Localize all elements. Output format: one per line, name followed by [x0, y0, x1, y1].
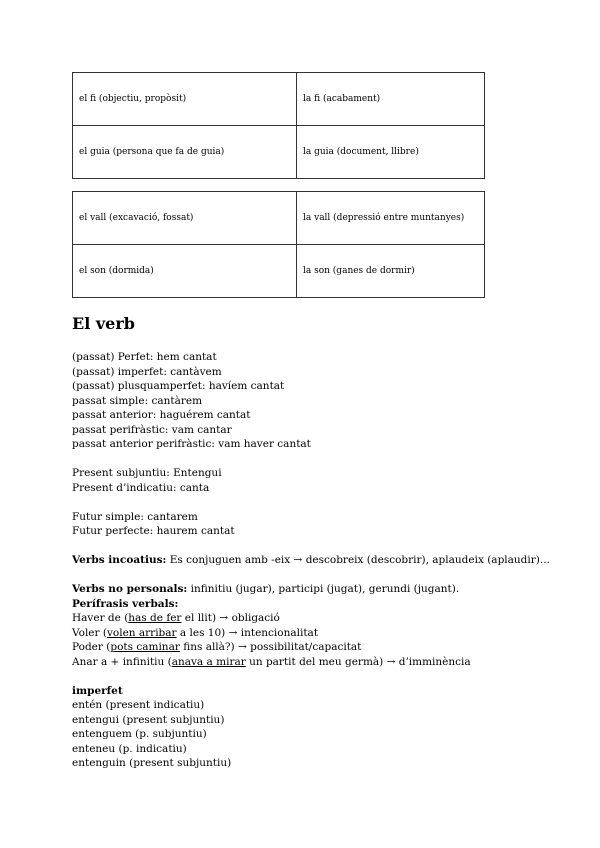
- table-row: [73, 126, 485, 179]
- spacer: [72, 539, 552, 554]
- present-line: Present subjuntiu: Entengui: [72, 467, 222, 479]
- tense-line: passat perifràstic: vam cantar: [72, 423, 232, 436]
- imperfet-title: imperfet: [72, 684, 123, 697]
- imperfet-item: entengui (present subjuntiu): [72, 713, 225, 726]
- incoatius-line: [72, 553, 552, 568]
- spacer: [72, 452, 552, 467]
- perifrasis-text: a les 10) → intencionalitat: [176, 626, 319, 639]
- present-line: Present d’indicatiu: canta: [72, 481, 210, 494]
- table-cell: el vall (excavació, fossat): [73, 192, 297, 245]
- tense-line: passat anterior perifràstic: vam haver cantat: [72, 438, 311, 450]
- perifrasis-item: [72, 655, 552, 670]
- table-cell: la guia (document, llibre): [297, 126, 485, 179]
- tense-line: (passat) plusquamperfet: havíem cantat: [72, 380, 285, 392]
- perifrasis-text: el llit) → obligació: [181, 612, 280, 624]
- perifrasis-text: un partit del meu germà) → d’imminència: [245, 655, 471, 668]
- perifrasis-item: [72, 626, 552, 641]
- perifrasis-text: Voler (: [72, 626, 107, 639]
- spacer: [72, 568, 552, 583]
- tense-line: (passat) Perfet: hem cantat: [72, 351, 217, 363]
- incoatius-label: Verbs incoatius:: [72, 554, 167, 566]
- future-line: Futur simple: cantarem: [72, 510, 198, 523]
- no-personals-line: [72, 582, 552, 597]
- tense-line: (passat) imperfet: cantàvem: [72, 365, 222, 378]
- table-cell: la son (ganes de dormir): [297, 245, 485, 298]
- no-personals-label: Verbs no personals:: [72, 583, 188, 595]
- section-title: El verb: [72, 314, 135, 333]
- table-cell: la vall (depressió entre muntanyes): [297, 192, 485, 245]
- perifrasis-text: Anar a + infinitiu (: [72, 655, 172, 668]
- verb-notes: [72, 350, 552, 771]
- spacer: [72, 495, 552, 510]
- tense-line: passat simple: cantàrem: [72, 394, 203, 407]
- no-personals-text: infinitiu (jugar), participi (jugat), gerundi (jugant).: [187, 583, 460, 595]
- perifrasis-example: anava a mirar: [171, 655, 246, 668]
- gender-table-2: [72, 191, 485, 298]
- table-row: [73, 245, 485, 298]
- spacer: [72, 669, 552, 684]
- perifrasis-example: volen arribar: [106, 626, 177, 639]
- perifrasis-text: Poder (: [72, 641, 111, 653]
- perifrasis-text: Haver de (: [72, 612, 129, 624]
- table-cell: el son (dormida): [73, 245, 297, 298]
- future-line: Futur perfecte: haurem cantat: [72, 525, 235, 537]
- imperfet-item: entén (present indicatiu): [72, 699, 205, 711]
- imperfet-item: entenguin (present subjuntiu): [72, 757, 232, 769]
- perifrasis-example: has de fer: [128, 612, 182, 624]
- perifrasis-title: Perífrasis verbals:: [72, 597, 179, 610]
- perifrasis-item: [72, 611, 552, 626]
- table-cell: el guia (persona que fa de guia): [73, 126, 297, 179]
- tense-line: passat anterior: haguérem cantat: [72, 409, 251, 421]
- perifrasis-item: [72, 640, 552, 655]
- table-cell: la fi (acabament): [297, 73, 485, 126]
- table-row: [73, 73, 485, 126]
- imperfet-item: enteneu (p. indicatiu): [72, 742, 187, 755]
- perifrasis-text: fins allà?) → possibilitat/capacitat: [179, 641, 362, 653]
- incoatius-text: Es conjuguen amb -eix → descobreix (descobrir), aplaudeix (aplaudir)...: [166, 554, 550, 566]
- gender-table-1: [72, 72, 485, 179]
- table-cell: el fi (objectiu, propòsit): [73, 73, 297, 126]
- imperfet-item: entenguem (p. subjuntiu): [72, 728, 207, 740]
- perifrasis-example: pots caminar: [110, 641, 180, 653]
- table-row: [73, 192, 485, 245]
